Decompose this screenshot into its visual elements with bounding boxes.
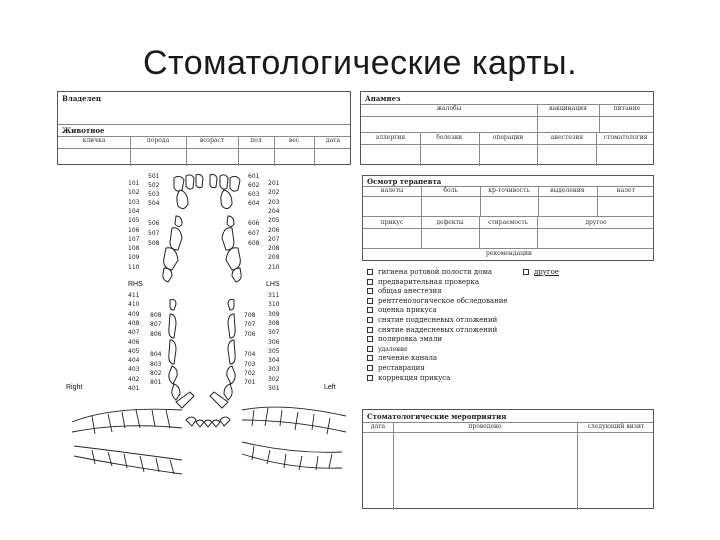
checklist-item-label: оценка прикуса [378,306,437,315]
checklist-item[interactable] [367,326,497,335]
tooth-number: 307 [268,329,280,337]
checklist-item-label: гигиена ротовой полости дома [378,268,493,276]
owner-col-divider [130,136,131,166]
checkbox[interactable] [367,298,373,304]
checklist-item[interactable] [367,354,437,363]
anamnesis-bottom-col-2: операции [492,134,524,141]
dental-chart-drawing [62,170,352,500]
tooth-number: 404 [128,357,140,365]
tooth-number: 802 [150,370,162,377]
exam-divider [421,186,422,216]
exam-row2-col-0: прикус [380,219,404,226]
anamnesis-divider [537,104,538,132]
anamnesis-bottom-col-1: болезни [436,134,463,141]
owner-form [57,91,351,165]
tooth-number: 303 [268,366,280,374]
tooth-number: 203 [268,198,280,206]
checklist-item[interactable] [367,268,492,277]
checklist-item-label: коррекция прикуса [378,373,451,382]
exam-form [362,175,654,261]
tooth-number: 209 [268,254,280,262]
anamnesis-form [360,91,654,165]
checkbox[interactable] [367,269,373,275]
owner-col-divider [238,136,239,166]
exam-row1-col-2: кр-точивость [488,187,530,194]
procedures-title: Стоматологические мероприятия [367,412,507,421]
tooth-number: 707 [244,321,256,328]
tooth-number: 308 [268,319,280,327]
tooth-number: 204 [268,207,280,215]
proc-col-next-visit: следующий визит [587,423,645,430]
owner-col-divider [274,136,275,166]
anamnesis-bottom-col-0: аллергия [375,134,406,141]
tooth-number: 202 [268,189,280,197]
tooth-number: 703 [244,361,256,368]
tooth-number: 508 [148,240,160,247]
tooth-number: 309 [268,310,280,318]
checklist-item-label: предварительная проверка [378,277,480,286]
tooth-number: 501 [148,173,160,180]
exam-row1-col-1: боль [443,187,458,194]
owner-col-divider [314,136,315,166]
tooth-number: 304 [268,357,280,365]
lower-arch-drawing [169,300,235,428]
exam-row2-col-3: другое [585,219,607,226]
exam-divider [538,186,539,216]
tooth-number: 103 [128,198,140,206]
checklist-item[interactable] [367,278,479,287]
checkbox[interactable] [367,288,373,294]
owner-col-5: дата [325,137,341,144]
lateral-jaw-drawings [72,407,346,474]
anamnesis-title: Анамнез [365,94,401,103]
lhs-label: LHS [266,281,280,288]
checkbox[interactable] [367,317,373,323]
exam-row2-col-1: дефекты [436,219,464,226]
tooth-number: 706 [244,331,256,338]
tooth-number: 110 [128,263,140,271]
tooth-number: 807 [150,321,162,328]
exam-title: Осмотр терапевта [367,177,442,186]
upper-arch-drawing [163,174,241,282]
tooth-number: 603 [248,191,260,198]
tooth-number: 403 [128,366,140,374]
tooth-number: 701 [244,379,256,386]
tooth-number: 208 [268,245,280,253]
checklist-item-label: реставрация [378,364,425,372]
anamnesis-divider [537,132,538,166]
rhs-label: RHS [128,281,143,288]
tooth-number: 502 [148,182,160,189]
checklist-item[interactable] [367,316,497,325]
anamnesis-top-col-1: вакцинация [549,105,587,112]
checklist-item-label: лечение канала [378,354,438,363]
proc-col-date: дата [370,423,386,430]
anamnesis-top-col-2: питание [613,105,641,112]
anamnesis-top-col-0: жалобы [436,105,462,112]
tooth-number: 102 [128,189,140,197]
tooth-number: 507 [148,230,160,237]
exam-row1-col-4: налет [616,187,635,194]
tooth-number: 506 [148,220,160,227]
checkbox[interactable] [367,307,373,313]
tooth-number: 107 [128,235,140,243]
tooth-number: 405 [128,347,140,355]
owner-col-4: вес [288,137,300,144]
owner-col-1: порода [146,137,170,144]
tooth-number: 806 [150,331,162,338]
exam-divider [480,186,481,216]
checklist-item-label: удаление [378,345,408,353]
owner-label: Владелец [62,94,102,103]
tooth-number: 704 [244,351,256,358]
owner-col-0: кличка [82,137,106,144]
tooth-number: 105 [128,217,140,225]
exam-divider [537,216,538,248]
checkbox[interactable] [367,327,373,333]
slide-title: Стоматологические карты. [142,44,578,82]
tooth-number: 601 [248,173,260,180]
tooth-number: 109 [128,254,140,262]
tooth-number: 402 [128,375,140,383]
owner-col-2: возраст [199,137,225,144]
tooth-number: 201 [268,180,280,187]
tooth-number: 801 [150,379,162,386]
tooth-number: 409 [128,310,140,318]
exam-divider [479,216,480,248]
checklist-item[interactable] [367,306,437,315]
tooth-number: 311 [268,292,280,299]
tooth-number: 808 [150,312,162,319]
tooth-number: 210 [268,263,280,271]
tooth-number: 310 [268,301,280,309]
checklist-item[interactable] [367,335,442,344]
left-side-label: Left [324,384,336,391]
tooth-number: 607 [248,230,260,237]
owner-col-divider [186,136,187,166]
tooth-number: 406 [128,338,140,346]
tooth-number: 602 [248,182,260,189]
tooth-number: 106 [128,226,140,234]
right-side-label: Right [66,384,83,391]
tooth-number: 306 [268,338,280,346]
checklist-item-label: полировка эмали [378,335,443,344]
tooth-number: 108 [128,245,140,253]
tooth-number: 503 [148,191,160,198]
checklist-item-label: снятие наддесневых отложений [378,325,498,334]
checklist-item-label: общая анестезия [378,287,442,296]
anamnesis-divider [420,132,421,166]
tooth-number: 608 [248,240,260,247]
checklist-item-label: рентгенологическое обследование [378,296,508,305]
checkbox[interactable] [367,375,373,381]
checklist-item[interactable] [367,364,425,373]
anamnesis-divider [596,132,597,166]
tooth-number: 606 [248,220,260,227]
exam-divider [421,216,422,248]
anamnesis-bottom-col-3: анестезия [550,134,583,141]
tooth-number: 205 [268,217,280,225]
tooth-number: 804 [150,351,162,358]
tooth-number: 101 [128,180,140,187]
checklist-item[interactable] [367,374,450,383]
tooth-number: 410 [128,301,140,309]
checkbox[interactable] [523,269,529,275]
checklist-item-other[interactable]: другое [523,268,559,276]
tooth-number: 408 [128,319,140,327]
tooth-number: 411 [128,292,140,299]
tooth-number: 803 [150,361,162,368]
anamnesis-divider [479,132,480,166]
anamnesis-divider [599,104,600,132]
checkbox[interactable] [367,365,373,371]
tooth-number: 708 [244,312,256,319]
procedures-form [362,409,654,509]
tooth-number: 702 [244,370,256,377]
checkbox[interactable] [367,355,373,361]
checklist-item[interactable] [367,345,408,354]
exam-row1-col-0: налеты [380,187,404,194]
tooth-number: 301 [268,385,280,392]
tooth-number: 206 [268,226,280,234]
tooth-number: 407 [128,329,140,337]
anamnesis-bottom-col-4: стоматология [603,134,648,141]
tooth-number: 401 [128,385,140,392]
tooth-number: 504 [148,200,160,207]
owner-col-3: пол [250,137,262,144]
exam-divider [597,186,598,216]
checkbox[interactable] [367,279,373,285]
tooth-number: 604 [248,200,260,207]
tooth-number: 302 [268,375,280,383]
dental-chart [62,170,352,500]
tooth-number: 104 [128,207,140,215]
checkbox[interactable] [367,346,373,352]
checklist-item[interactable] [367,297,508,306]
exam-recommendations: рекомендации [485,250,533,257]
checklist-item-label: снятие поддесневых отложений [378,316,498,324]
exam-row2-col-2: стираемость [488,219,528,226]
exam-row1-col-3: выделения [550,187,585,194]
proc-col-done: проведено [468,423,502,430]
tooth-number: 305 [268,347,280,355]
checkbox[interactable] [367,336,373,342]
tooth-number: 207 [268,235,280,243]
checklist-item[interactable] [367,287,442,296]
animal-label: Животное [62,126,105,135]
